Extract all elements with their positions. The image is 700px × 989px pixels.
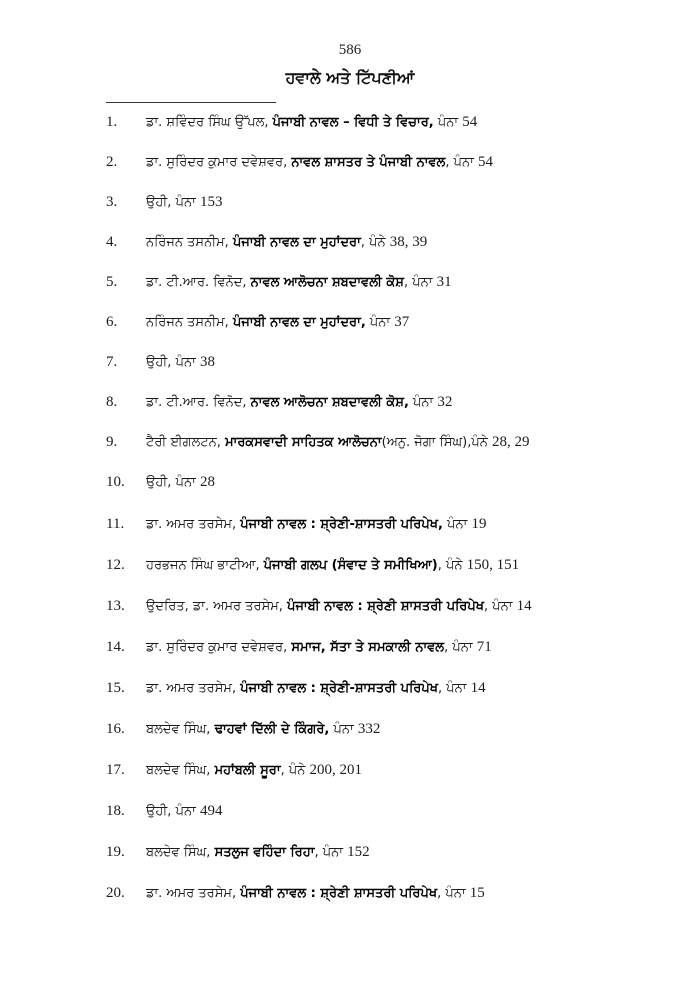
footnote-text: [146, 474, 215, 491]
footnote-text: [146, 762, 362, 779]
footnote-extra: ,: [483, 599, 493, 614]
footnote-text: [146, 803, 222, 820]
footnote-number: 15.: [106, 680, 125, 696]
footnote-item: [0, 308, 700, 338]
footnote-page-label: ਪੰਨਾ: [175, 475, 200, 490]
footnote-pages: 19: [471, 516, 487, 532]
footnote-item: [0, 592, 700, 622]
footnote-author: ਡਾ. ਸੁਰਿੰਦਰ ਕੁਮਾਰ ਦਵੇਸ਼ਵਰ,: [146, 155, 292, 170]
footnote-page-label: ਪੰਨੇ: [288, 763, 310, 778]
footnote-number: 20.: [106, 885, 125, 901]
footnote-page-label: ਪੰਨਾ: [447, 517, 472, 532]
footnote-item: [0, 428, 700, 458]
footnote-item: [0, 756, 700, 786]
footnote-pages: 31: [436, 274, 452, 290]
footnote-author: ਬਲਦੇਵ ਸਿੰਘ,: [146, 722, 215, 737]
section-heading: ਹਵਾਲੇ ਅਤੇ ਟਿੱਪਣੀਆਂ: [285, 68, 415, 87]
footnote-number: 14.: [106, 639, 125, 655]
footnote-page-label: ਪੰਨੇ: [471, 435, 493, 450]
footnote-pages: 38: [199, 354, 215, 370]
footnote-number: 13.: [106, 598, 125, 614]
footnote-title: ਨਾਵਲ ਆਲੋਚਨਾ ਸ਼ਬਦਾਵਲੀ ਕੋਸ਼: [250, 275, 404, 290]
footnote-title: ਸਮਾਜ, ਸੱਤਾ ਤੇ ਸਮਕਾਲੀ ਨਾਵਲ: [291, 640, 445, 655]
footnote-number: 5.: [106, 274, 118, 290]
footnote-page-label: ਪੰਨਾ: [412, 275, 437, 290]
footnote-number: 1.: [106, 114, 118, 130]
footnote-page-label: ਪੰਨੇ: [445, 558, 467, 573]
footnote-author: ਡਾ. ਟੀ.ਆਰ. ਵਿਨੋਦ,: [146, 275, 251, 290]
footnote-number: 10.: [106, 474, 125, 490]
footnote-text: [146, 354, 215, 371]
footnote-page-label: ਪੰਨੇ: [369, 235, 390, 250]
footnote-pages: 152: [347, 844, 370, 860]
footnote-title: ਨਾਵਲ ਆਲੋਚਨਾ ਸ਼ਬਦਾਵਲੀ ਕੋਸ਼,: [250, 395, 409, 410]
footnote-item: [0, 838, 700, 868]
footnote-extra: (ਅਨੁ. ਜੋਗਾ ਸਿੰਘ),: [381, 435, 472, 450]
footnote-author: ਬਲਦੇਵ ਸਿੰਘ,: [146, 845, 215, 860]
footnote-title: ਪੰਜਾਬੀ ਨਾਵਲ : ਸ਼੍ਰੇਣੀ-ਸ਼ਾਸਤਰੀ ਪਰਿਪੇਖ: [240, 681, 438, 696]
footnote-text: [146, 234, 427, 251]
footnote-pages: 153: [199, 194, 223, 210]
footnote-author: ਉਹੀ,: [146, 475, 176, 490]
footnote-title: ਮਾਰਕਸਵਾਦੀ ਸਾਹਿਤਕ ਆਲੋਚਨਾ: [225, 435, 382, 450]
footnote-number: 3.: [106, 194, 118, 210]
footnote-page-label: ਪੰਨਾ: [322, 845, 348, 860]
footnote-text: [146, 154, 493, 171]
footnote-author: ਹਰਭਜਨ ਸਿੰਘ ਭਾਟੀਆ,: [146, 558, 264, 573]
footnote-title: ਪੰਜਾਬੀ ਨਾਵਲ : ਸ਼੍ਰੇਣੀ ਸ਼ਾਸਤਰੀ ਪਰਿਪੇਖ: [240, 886, 438, 901]
footnote-author: ਨਰਿੰਜਨ ਤਸਨੀਮ,: [146, 315, 233, 330]
footnote-number: 6.: [106, 314, 118, 330]
footnote-item: [0, 388, 700, 418]
footnote-author: ਡਾ. ਅਮਰ ਤਰਸੇਮ,: [146, 681, 241, 696]
footnote-page-label: ਪੰਨਾ: [413, 395, 438, 410]
footnote-number: 19.: [106, 844, 125, 860]
footnote-author: ਉਹੀ,: [146, 195, 176, 210]
footnote-number: 9.: [106, 434, 118, 450]
footnote-pages: 14: [516, 598, 532, 614]
footnote-title: ਢਾਹਵਾਂ ਦਿੱਲੀ ਦੇ ਕਿੰਗਰੇ,: [214, 722, 330, 737]
footnote-author: ਡਾ. ਅਮਰ ਤਰਸੇਮ,: [146, 517, 241, 532]
footnote-item: [0, 715, 700, 745]
footnote-pages: 32: [437, 394, 453, 410]
footnote-text: [146, 516, 486, 533]
footnote-number: 2.: [106, 154, 118, 170]
footnote-text: [146, 721, 380, 738]
footnote-number: 11.: [106, 516, 125, 532]
footnote-page-label: ਪੰਨਾ: [445, 886, 470, 901]
footnote-text: [146, 114, 477, 131]
footnote-page-label: ਪੰਨਾ: [452, 640, 477, 655]
footnote-extra: ,: [444, 640, 453, 655]
footnote-item: [0, 510, 700, 540]
footnote-item: [0, 551, 700, 581]
footnote-number: 16.: [106, 721, 125, 737]
footnote-pages: 150, 151: [466, 557, 520, 573]
footnote-text: [146, 434, 530, 451]
footnote-author: ਟੈਰੀ ਈਗਲਟਨ,: [146, 435, 226, 450]
footnote-number: 18.: [106, 803, 125, 819]
footnote-text: [146, 598, 532, 615]
footnote-extra: ,: [437, 681, 447, 696]
footnote-item: [0, 633, 700, 663]
footnote-item: [0, 879, 700, 909]
footnote-item: [0, 268, 700, 298]
footnote-text: [146, 639, 492, 656]
footnote-text: [146, 557, 519, 574]
footnote-title: ਪੰਜਾਬੀ ਨਾਵਲ ਦਾ ਮੁਹਾਂਦਰਾ,: [232, 315, 366, 330]
footnote-page-label: ਪੰਨਾ: [175, 195, 200, 210]
footnote-text: [146, 314, 409, 331]
footnote-pages: 38, 39: [389, 234, 428, 250]
footnote-pages: 332: [357, 721, 381, 737]
footnote-item: [0, 797, 700, 827]
footnote-pages: 71: [476, 639, 492, 655]
footnote-title: ਮਹਾਂਬਲੀ ਸੂਰਾ: [214, 763, 281, 778]
footnote-item: [0, 674, 700, 704]
footnote-text: [146, 885, 485, 902]
footnote-author: ਉਦਰਿਤ, ਡਾ. ਅਮਰ ਤਰਸੇਮ,: [146, 599, 288, 614]
footnote-title: ਪੰਜਾਬੀ ਨਾਵਲ ਦਾ ਮੁਹਾਂਦਰਾ: [232, 235, 361, 250]
footnote-pages: 200, 201: [309, 762, 362, 778]
footnote-title: ਸਤਲੁਜ ਵਹਿੰਦਾ ਰਿਹਾ: [214, 845, 315, 860]
footnote-title: ਪੰਜਾਬੀ ਨਾਵਲ : ਸ਼੍ਰੇਣੀ-ਸ਼ਾਸਤਰੀ ਪਰਿਪੇਖ,: [240, 517, 443, 532]
footnote-item: [0, 468, 700, 498]
footnote-pages: 14: [470, 680, 486, 696]
footnote-extra: ,: [437, 558, 446, 573]
footnote-extra: ,: [314, 845, 323, 860]
footnote-author: ਡਾ. ਸੁਰਿੰਦਰ ਕੁਮਾਰ ਦਵੇਸ਼ਵਰ,: [146, 640, 292, 655]
footnote-number: 4.: [106, 234, 118, 250]
footnote-page-label: ਪੰਨਾ: [453, 155, 478, 170]
footnote-separator-rule: [106, 102, 276, 103]
footnote-extra: ,: [280, 763, 289, 778]
footnote-page-label: ਪੰਨਾ: [369, 315, 395, 330]
footnote-page-label: ਪੰਨਾ: [492, 599, 517, 614]
footnote-author: ਉਹੀ,: [146, 804, 176, 819]
footnote-page-label: ਪੰਨਾ: [175, 804, 200, 819]
footnote-pages: 54: [477, 154, 493, 170]
footnote-pages: 15: [469, 885, 485, 901]
footnote-extra: ,: [403, 275, 413, 290]
footnote-item: [0, 228, 700, 258]
footnote-text: [146, 274, 452, 291]
footnote-text: [146, 844, 370, 861]
footnote-title: ਪੰਜਾਬੀ ਨਾਵਲ – ਵਿਧੀ ਤੇ ਵਿਚਾਰ,: [272, 115, 434, 130]
footnote-author: ਡਾ. ਅਮਰ ਤਰਸੇਮ,: [146, 886, 241, 901]
footnote-text: [146, 194, 222, 211]
footnote-author: ਡਾ. ਸ਼ਵਿੰਦਰ ਸਿੰਘ ਉੱਪਲ,: [146, 115, 273, 130]
footnote-page-label: ਪੰਨਾ: [175, 355, 200, 370]
footnote-text: [146, 680, 486, 697]
footnote-number: 12.: [106, 557, 125, 573]
footnote-number: 8.: [106, 394, 118, 410]
page-number: 586: [338, 42, 362, 58]
footnote-pages: 28, 29: [492, 434, 530, 450]
footnote-author: ਨਰਿੰਜਨ ਤਸਨੀਮ,: [146, 235, 233, 250]
footnote-extra: ,: [360, 235, 370, 250]
footnote-pages: 28: [199, 474, 215, 490]
footnote-extra: ,: [437, 886, 446, 901]
footnote-pages: 494: [199, 803, 223, 819]
footnote-title: ਪੰਜਾਬੀ ਨਾਵਲ : ਸ਼੍ਰੇਣੀ ਸ਼ਾਸਤਰੀ ਪਰਿਪੇਖ: [287, 599, 484, 614]
footnote-page-label: ਪੰਨਾ: [446, 681, 471, 696]
footnote-item: [0, 188, 700, 218]
footnote-item: [0, 348, 700, 378]
footnote-item: [0, 148, 700, 178]
footnote-author: ਡਾ. ਟੀ.ਆਰ. ਵਿਨੋਦ,: [146, 395, 251, 410]
footnote-pages: 37: [394, 314, 410, 330]
footnote-title: ਨਾਵਲ ਸ਼ਾਸਤਰ ਤੇ ਪੰਜਾਬੀ ਨਾਵਲ: [291, 155, 446, 170]
footnote-text: [146, 394, 452, 411]
footnote-page-label: ਪੰਨਾ: [333, 722, 358, 737]
footnote-item: [0, 108, 700, 138]
footnote-author: ਬਲਦੇਵ ਸਿੰਘ,: [146, 763, 215, 778]
footnote-page-label: ਪੰਨਾ: [437, 115, 463, 130]
footnote-number: 7.: [106, 354, 118, 370]
footnote-extra: ,: [445, 155, 454, 170]
footnote-author: ਉਹੀ,: [146, 355, 176, 370]
footnote-number: 17.: [106, 762, 125, 778]
footnote-title: ਪੰਜਾਬੀ ਗਲਪ (ਸੰਵਾਦ ਤੇ ਸਮੀਖਿਆ): [263, 558, 438, 573]
footnote-pages: 54: [462, 114, 478, 130]
